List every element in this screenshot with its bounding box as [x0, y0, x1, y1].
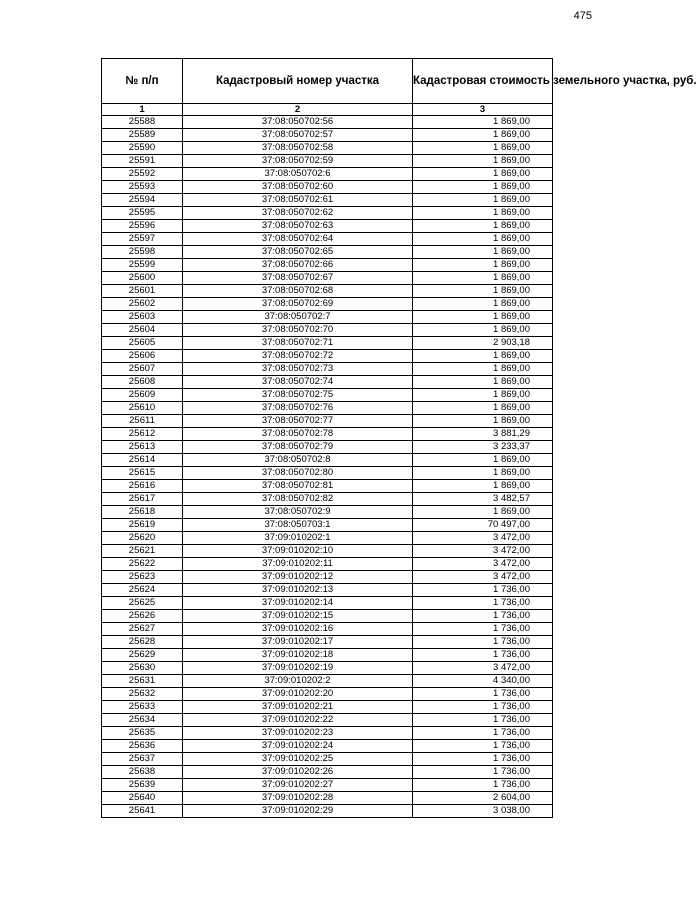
row-number: 25624	[102, 584, 183, 597]
table-row	[102, 129, 553, 142]
cadastral-value: 4 340,00	[413, 675, 553, 688]
cadastral-value: 3 038,00	[413, 805, 553, 818]
row-number: 25603	[102, 311, 183, 324]
table-row	[102, 194, 553, 207]
cadastral-value: 1 869,00	[413, 454, 553, 467]
cadastral-value: 1 736,00	[413, 740, 553, 753]
cadastral-value: 1 869,00	[413, 116, 553, 129]
row-number: 25641	[102, 805, 183, 818]
cadastral-value: 3 233,37	[413, 441, 553, 454]
cadastral-number: 37:09:010202:16	[183, 623, 413, 636]
cadastral-number: 37:08:050702:60	[183, 181, 413, 194]
cadastral-number: 37:08:050702:70	[183, 324, 413, 337]
row-number: 25591	[102, 155, 183, 168]
row-number: 25631	[102, 675, 183, 688]
table-row	[102, 207, 553, 220]
cadastral-value: 1 736,00	[413, 701, 553, 714]
cadastral-number: 37:08:050702:9	[183, 506, 413, 519]
cadastral-number: 37:09:010202:23	[183, 727, 413, 740]
row-number: 25640	[102, 792, 183, 805]
cadastral-number: 37:09:010202:13	[183, 584, 413, 597]
cadastral-number: 37:09:010202:27	[183, 779, 413, 792]
cadastral-number: 37:08:050702:82	[183, 493, 413, 506]
table-row	[102, 402, 553, 415]
cadastral-number: 37:09:010202:26	[183, 766, 413, 779]
table-row	[102, 272, 553, 285]
table-row	[102, 766, 553, 779]
cadastral-value: 3 472,00	[413, 558, 553, 571]
row-number: 25639	[102, 779, 183, 792]
cadastral-value: 3 472,00	[413, 532, 553, 545]
row-number: 25612	[102, 428, 183, 441]
header-index-3: 3	[413, 104, 553, 116]
cadastral-number: 37:08:050702:74	[183, 376, 413, 389]
cadastral-number: 37:09:010202:11	[183, 558, 413, 571]
cadastral-number: 37:09:010202:21	[183, 701, 413, 714]
row-number: 25618	[102, 506, 183, 519]
table-row	[102, 428, 553, 441]
cadastral-value: 1 736,00	[413, 649, 553, 662]
table-row	[102, 246, 553, 259]
page-number: 475	[573, 10, 592, 22]
row-number: 25593	[102, 181, 183, 194]
cadastral-number: 37:08:050702:77	[183, 415, 413, 428]
cadastral-number: 37:08:050702:81	[183, 480, 413, 493]
cadastral-number: 37:09:010202:29	[183, 805, 413, 818]
header-row	[102, 59, 553, 104]
table-row	[102, 480, 553, 493]
cadastral-value: 1 736,00	[413, 597, 553, 610]
header-cadastral-value: Кадастровая стоимость земельного участка, руб.	[413, 59, 553, 104]
cadastral-number: 37:08:050702:59	[183, 155, 413, 168]
row-number: 25604	[102, 324, 183, 337]
cadastral-number: 37:08:050702:65	[183, 246, 413, 259]
cadastral-value: 1 869,00	[413, 389, 553, 402]
table-row	[102, 415, 553, 428]
row-number: 25629	[102, 649, 183, 662]
table-row	[102, 142, 553, 155]
table-row	[102, 649, 553, 662]
table-row	[102, 350, 553, 363]
row-number: 25632	[102, 688, 183, 701]
cadastral-value: 1 869,00	[413, 350, 553, 363]
row-number: 25599	[102, 259, 183, 272]
header-index-2: 2	[183, 104, 413, 116]
cadastral-number: 37:08:050702:73	[183, 363, 413, 376]
row-number: 25614	[102, 454, 183, 467]
row-number: 25597	[102, 233, 183, 246]
cadastral-value: 1 869,00	[413, 363, 553, 376]
row-number: 25622	[102, 558, 183, 571]
cadastral-value: 3 472,00	[413, 545, 553, 558]
cadastral-value: 3 881,29	[413, 428, 553, 441]
row-number: 25598	[102, 246, 183, 259]
row-number: 25616	[102, 480, 183, 493]
table-row	[102, 506, 553, 519]
cadastral-value: 2 903,18	[413, 337, 553, 350]
row-number: 25594	[102, 194, 183, 207]
cadastral-value: 1 869,00	[413, 168, 553, 181]
cadastral-value: 3 482,57	[413, 493, 553, 506]
cadastral-value: 1 869,00	[413, 194, 553, 207]
cadastral-number: 37:09:010202:10	[183, 545, 413, 558]
row-number: 25596	[102, 220, 183, 233]
row-number: 25628	[102, 636, 183, 649]
row-number: 25623	[102, 571, 183, 584]
table-row	[102, 740, 553, 753]
row-number: 25635	[102, 727, 183, 740]
table-row	[102, 636, 553, 649]
table-row	[102, 558, 553, 571]
row-number: 25634	[102, 714, 183, 727]
table-row	[102, 324, 553, 337]
cadastral-number: 37:09:010202:22	[183, 714, 413, 727]
cadastral-number: 37:09:010202:14	[183, 597, 413, 610]
row-number: 25613	[102, 441, 183, 454]
row-number: 25636	[102, 740, 183, 753]
row-number: 25638	[102, 766, 183, 779]
cadastral-value: 1 736,00	[413, 584, 553, 597]
table-row	[102, 805, 553, 818]
table-row	[102, 662, 553, 675]
cadastral-value: 1 869,00	[413, 298, 553, 311]
table-row	[102, 623, 553, 636]
row-number: 25620	[102, 532, 183, 545]
row-number: 25619	[102, 519, 183, 532]
row-number: 25617	[102, 493, 183, 506]
cadastral-number: 37:09:010202:17	[183, 636, 413, 649]
cadastral-number: 37:08:050702:69	[183, 298, 413, 311]
row-number: 25633	[102, 701, 183, 714]
row-number: 25588	[102, 116, 183, 129]
table-row	[102, 233, 553, 246]
cadastral-value: 1 869,00	[413, 246, 553, 259]
cadastral-number: 37:08:050702:76	[183, 402, 413, 415]
cadastral-value: 1 736,00	[413, 610, 553, 623]
table-row	[102, 545, 553, 558]
cadastral-number: 37:08:050702:68	[183, 285, 413, 298]
cadastral-number: 37:09:010202:18	[183, 649, 413, 662]
row-number: 25610	[102, 402, 183, 415]
cadastral-number: 37:08:050702:64	[183, 233, 413, 246]
table-row	[102, 389, 553, 402]
cadastral-value: 1 736,00	[413, 688, 553, 701]
table-row	[102, 337, 553, 350]
row-number: 25606	[102, 350, 183, 363]
cadastral-value: 1 869,00	[413, 207, 553, 220]
cadastral-value: 1 736,00	[413, 714, 553, 727]
cadastral-number: 37:09:010202:12	[183, 571, 413, 584]
cadastral-value: 1 869,00	[413, 506, 553, 519]
table-row	[102, 675, 553, 688]
table-row	[102, 727, 553, 740]
table-row	[102, 311, 553, 324]
cadastral-number: 37:08:050702:8	[183, 454, 413, 467]
cadastral-value: 1 869,00	[413, 259, 553, 272]
table-row	[102, 298, 553, 311]
cadastral-number: 37:08:050702:63	[183, 220, 413, 233]
row-number: 25592	[102, 168, 183, 181]
table-row	[102, 376, 553, 389]
cadastral-number: 37:08:050702:75	[183, 389, 413, 402]
table-row	[102, 571, 553, 584]
table-row	[102, 597, 553, 610]
row-number: 25621	[102, 545, 183, 558]
row-number: 25595	[102, 207, 183, 220]
cadastral-value: 1 736,00	[413, 753, 553, 766]
table-row	[102, 454, 553, 467]
cadastral-value: 1 736,00	[413, 623, 553, 636]
cadastral-value: 1 736,00	[413, 779, 553, 792]
header-cadastral-number: Кадастровый номер участка	[183, 59, 413, 104]
cadastral-number: 37:08:050702:67	[183, 272, 413, 285]
cadastral-value: 1 869,00	[413, 324, 553, 337]
row-number: 25630	[102, 662, 183, 675]
table-row	[102, 753, 553, 766]
row-number: 25609	[102, 389, 183, 402]
cadastral-number: 37:08:050702:72	[183, 350, 413, 363]
cadastral-number: 37:09:010202:1	[183, 532, 413, 545]
cadastral-number: 37:08:050702:58	[183, 142, 413, 155]
row-number: 25626	[102, 610, 183, 623]
table-row	[102, 584, 553, 597]
cadastral-number: 37:09:010202:20	[183, 688, 413, 701]
cadastral-value: 1 869,00	[413, 415, 553, 428]
row-number: 25607	[102, 363, 183, 376]
row-number: 25590	[102, 142, 183, 155]
cadastral-value: 1 736,00	[413, 766, 553, 779]
cadastral-number: 37:09:010202:28	[183, 792, 413, 805]
cadastral-number: 37:08:050702:6	[183, 168, 413, 181]
table-row	[102, 220, 553, 233]
cadastral-number: 37:08:050702:61	[183, 194, 413, 207]
table-row	[102, 792, 553, 805]
header-number: № п/п	[102, 59, 183, 104]
cadastral-value: 3 472,00	[413, 571, 553, 584]
row-number: 25627	[102, 623, 183, 636]
cadastral-table	[101, 58, 697, 818]
cadastral-number: 37:08:050702:78	[183, 428, 413, 441]
table-row	[102, 285, 553, 298]
row-number: 25608	[102, 376, 183, 389]
table-row	[102, 441, 553, 454]
row-number: 25615	[102, 467, 183, 480]
table-row	[102, 701, 553, 714]
row-number: 25602	[102, 298, 183, 311]
cadastral-number: 37:08:050702:79	[183, 441, 413, 454]
header-index-1: 1	[102, 104, 183, 116]
cadastral-number: 37:08:050702:71	[183, 337, 413, 350]
row-number: 25637	[102, 753, 183, 766]
cadastral-value: 1 869,00	[413, 285, 553, 298]
cadastral-number: 37:08:050703:1	[183, 519, 413, 532]
cadastral-value: 1 869,00	[413, 233, 553, 246]
table-row	[102, 116, 553, 129]
cadastral-number: 37:08:050702:7	[183, 311, 413, 324]
table-row	[102, 493, 553, 506]
cadastral-number: 37:09:010202:19	[183, 662, 413, 675]
table-row	[102, 363, 553, 376]
table-row	[102, 259, 553, 272]
table-row	[102, 519, 553, 532]
row-number: 25589	[102, 129, 183, 142]
cadastral-value: 1 869,00	[413, 467, 553, 480]
table-row	[102, 714, 553, 727]
cadastral-value: 70 497,00	[413, 519, 553, 532]
row-number: 25605	[102, 337, 183, 350]
cadastral-value: 1 869,00	[413, 311, 553, 324]
cadastral-number: 37:08:050702:80	[183, 467, 413, 480]
row-number: 25601	[102, 285, 183, 298]
cadastral-value: 1 869,00	[413, 155, 553, 168]
cadastral-value: 3 472,00	[413, 662, 553, 675]
cadastral-value: 1 869,00	[413, 480, 553, 493]
cadastral-value: 2 604,00	[413, 792, 553, 805]
cadastral-number: 37:08:050702:66	[183, 259, 413, 272]
cadastral-value: 1 869,00	[413, 181, 553, 194]
cadastral-number: 37:08:050702:57	[183, 129, 413, 142]
row-number: 25611	[102, 415, 183, 428]
row-number: 25625	[102, 597, 183, 610]
row-number: 25600	[102, 272, 183, 285]
cadastral-value: 1 869,00	[413, 402, 553, 415]
cadastral-value: 1 869,00	[413, 220, 553, 233]
header-index-row	[102, 104, 553, 116]
cadastral-number: 37:09:010202:15	[183, 610, 413, 623]
table-row	[102, 779, 553, 792]
table-row	[102, 467, 553, 480]
cadastral-number: 37:08:050702:56	[183, 116, 413, 129]
cadastral-value: 1 736,00	[413, 636, 553, 649]
cadastral-number: 37:09:010202:25	[183, 753, 413, 766]
table-row	[102, 688, 553, 701]
table-row	[102, 532, 553, 545]
table-row	[102, 181, 553, 194]
cadastral-number: 37:08:050702:62	[183, 207, 413, 220]
cadastral-value: 1 869,00	[413, 272, 553, 285]
cadastral-number: 37:09:010202:24	[183, 740, 413, 753]
cadastral-value: 1 869,00	[413, 129, 553, 142]
cadastral-value: 1 869,00	[413, 142, 553, 155]
table-row	[102, 155, 553, 168]
cadastral-number: 37:09:010202:2	[183, 675, 413, 688]
cadastral-value: 1 736,00	[413, 727, 553, 740]
table-row	[102, 168, 553, 181]
table-row	[102, 610, 553, 623]
cadastral-value: 1 869,00	[413, 376, 553, 389]
